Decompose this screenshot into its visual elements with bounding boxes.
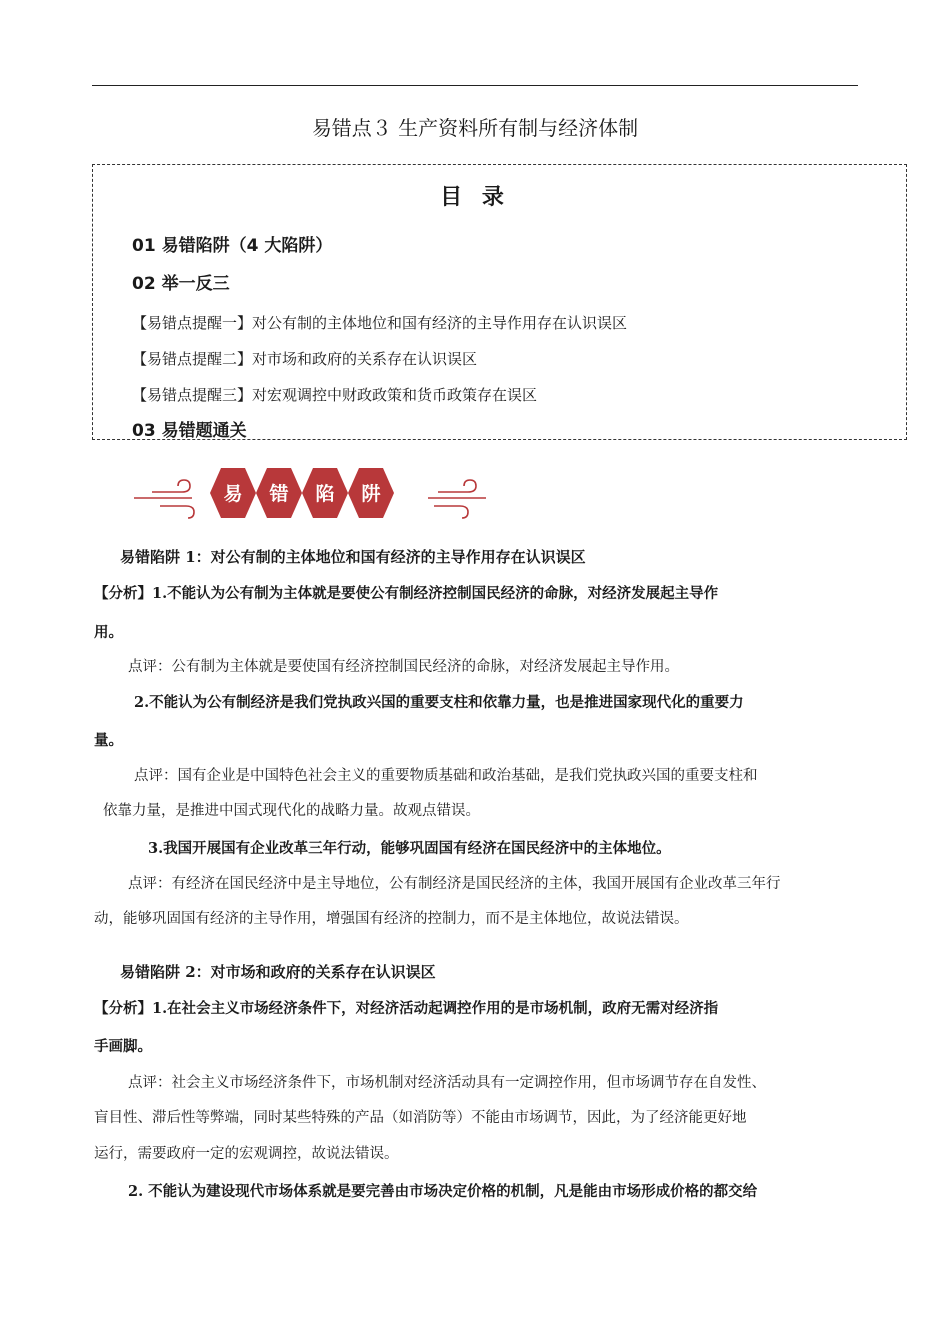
toc-item-reminder-1[interactable]: 【易错点提醒一】对公有制的主体地位和国有经济的主导作用存在认识误区 — [132, 314, 628, 332]
trap-2-heading: 易错陷阱 2：对市场和政府的关系存在认识误区 — [120, 963, 436, 981]
trap-2-analysis-1-cont: 手画脚。 — [94, 1038, 152, 1055]
trap-1-comment-1: 点评：公有制为主体就是要使国有经济控制国民经济的命脉，对经济发展起主导作用。 — [128, 659, 679, 675]
toc-item-reminder-3[interactable]: 【易错点提醒三】对宏观调控中财政政策和货币政策存在误区 — [132, 386, 538, 404]
toc-section-examples[interactable]: 02 举一反三 — [132, 274, 230, 294]
toc-item-reminder-2[interactable]: 【易错点提醒二】对市场和政府的关系存在认识误区 — [132, 350, 478, 368]
trap-1-analysis-1-cont: 用。 — [94, 624, 123, 641]
banner-left-ornament — [134, 480, 194, 518]
trap-2-comment-1-cont2: 运行，需要政府一定的宏观调控，故说法错误。 — [94, 1146, 399, 1162]
trap-1-comment-3: 点评：有经济在国民经济中是主导地位，公有制经济是国民经济的主体，我国开展国有企业改革三年行 — [128, 876, 781, 892]
banner-char-1: 易 — [223, 483, 243, 505]
toc-section-exercises[interactable]: 03 易错题通关 — [132, 421, 247, 441]
trap-1-analysis-2-cont: 量。 — [94, 732, 123, 749]
banner-right-ornament — [428, 480, 486, 518]
banner-char-2: 错 — [269, 483, 289, 505]
document-title: 易错点３ 生产资料所有制与经济体制 — [311, 116, 639, 140]
trap-1-heading: 易错陷阱 1：对公有制的主体地位和国有经济的主导作用存在认识误区 — [120, 548, 586, 566]
banner-char-3: 陷 — [315, 483, 335, 505]
toc-heading: 目 录 — [440, 185, 510, 210]
banner-char-4: 阱 — [361, 483, 381, 505]
trap-1-analysis-1: 【分析】1.不能认为公有制为主体就是要使公有制经济控制国民经济的命脉，对经济发展起主导作 — [94, 585, 719, 602]
toc-section-traps[interactable]: 01 易错陷阱（4 大陷阱） — [132, 236, 333, 256]
section-banner — [130, 462, 490, 524]
trap-1-analysis-2: 2.不能认为公有制经济是我们党执政兴国的重要支柱和依靠力量，也是推进国家现代化的重要力 — [134, 694, 744, 711]
trap-1-comment-2: 点评：国有企业是中国特色社会主义的重要物质基础和政治基础，是我们党执政兴国的重要支柱和 — [134, 768, 758, 784]
trap-2-comment-1: 点评：社会主义市场经济条件下，市场机制对经济活动具有一定调控作用，但市场调节存在自发性、 — [128, 1075, 766, 1091]
trap-2-analysis-1: 【分析】1.在社会主义市场经济条件下，对经济活动起调控作用的是市场机制，政府无需对经济指 — [94, 1000, 719, 1017]
trap-1-analysis-3: 3.我国开展国有企业改革三年行动，能够巩固国有经济在国民经济中的主体地位。 — [148, 840, 671, 857]
trap-1-comment-3-cont: 动，能够巩固国有经济的主导作用，增强国有经济的控制力，而不是主体地位，故说法错误。 — [94, 911, 689, 927]
top-rule — [92, 85, 858, 86]
trap-2-comment-1-cont: 盲目性、滞后性等弊端，同时某些特殊的产品（如消防等）不能由市场调节，因此，为了经济能更好地 — [94, 1110, 747, 1126]
trap-2-analysis-2: 2. 不能认为建设现代市场体系就是要完善由市场决定价格的机制，凡是能由市场形成价格的都交给 — [128, 1183, 758, 1200]
trap-1-comment-2-cont: 依靠力量，是推进中国式现代化的战略力量。故观点错误。 — [103, 803, 480, 819]
